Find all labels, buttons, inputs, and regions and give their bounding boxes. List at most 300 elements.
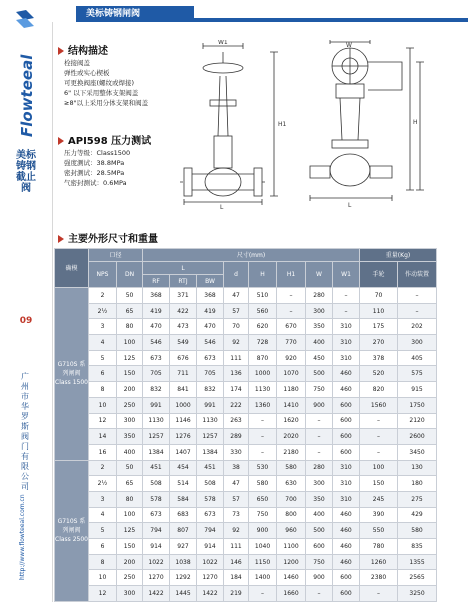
table-cell: 800 [277, 507, 306, 523]
table-cell: 575 [398, 366, 437, 382]
table-cell: 900 [249, 523, 277, 539]
table-cell: 300 [306, 303, 333, 319]
dim-label-l: L [220, 204, 224, 210]
table-cell: 92 [224, 523, 249, 539]
table-cell: 110 [360, 303, 398, 319]
features-heading: 结构描述 [58, 42, 108, 57]
table-cell: 991 [143, 397, 170, 413]
table-cell: 47 [224, 288, 249, 304]
table-row [55, 397, 437, 413]
table-cell: 1180 [277, 382, 306, 398]
table-cell: 451 [143, 460, 170, 476]
triangle-icon [58, 137, 64, 145]
header-tab: 美标铸钢闸阀 [76, 6, 194, 22]
table-cell: 12 [89, 586, 117, 602]
test-list [64, 148, 130, 188]
table-cell: 960 [277, 523, 306, 539]
table-cell: 390 [360, 507, 398, 523]
table-cell: 1620 [277, 413, 306, 429]
table-cell: 807 [170, 523, 197, 539]
table-cell: 200 [117, 554, 143, 570]
table-cell: – [277, 288, 306, 304]
table-cell: 300 [306, 476, 333, 492]
col-nps: NPS [89, 262, 117, 288]
logo-icon [14, 8, 36, 30]
table-cell: – [249, 586, 277, 602]
table-row [55, 382, 437, 398]
table-cell: 100 [360, 460, 398, 476]
table-cell: 1660 [277, 586, 306, 602]
table-cell: 470 [197, 319, 224, 335]
table-cell: 65 [117, 476, 143, 492]
table-cell: – [249, 413, 277, 429]
table-cell: 600 [333, 397, 360, 413]
table-cell: 263 [224, 413, 249, 429]
header [52, 0, 468, 22]
table-cell: – [249, 429, 277, 445]
table-cell: – [360, 413, 398, 429]
table-cell: 600 [333, 429, 360, 445]
table-cell: 2565 [398, 570, 437, 586]
table-cell: 650 [249, 491, 277, 507]
svg-text:Flowteeal: Flowteeal [18, 54, 36, 137]
table-cell: 1410 [277, 397, 306, 413]
col-h1: H1 [277, 262, 306, 288]
table-cell: 711 [170, 366, 197, 382]
model-cell: G710S 系列闸阀 Class 1500 [55, 288, 89, 461]
table-cell: 125 [117, 523, 143, 539]
table-cell: 300 [117, 586, 143, 602]
feature-item: 栓接阀盖 [64, 59, 90, 67]
dim-label-w: W [346, 42, 352, 49]
table-cell: 125 [117, 350, 143, 366]
table-row [55, 288, 437, 304]
table-cell: 400 [306, 335, 333, 351]
table-cell: 280 [306, 288, 333, 304]
table-cell: – [306, 586, 333, 602]
dim-label-w1: W1 [218, 40, 228, 46]
table-cell: 914 [197, 539, 224, 555]
table-cell: 728 [249, 335, 277, 351]
table-cell: 100 [117, 507, 143, 523]
feature-item: 弹性或实心楔板 [64, 69, 110, 77]
table-cell: 578 [197, 491, 224, 507]
table-cell: 991 [197, 397, 224, 413]
table-cell: 310 [333, 319, 360, 335]
table-cell: 1270 [143, 570, 170, 586]
table-cell: 841 [170, 382, 197, 398]
table-cell: 550 [360, 523, 398, 539]
table-cell: 3 [89, 319, 117, 335]
table-cell: 73 [224, 507, 249, 523]
table-cell: 38 [224, 460, 249, 476]
feature-item: ≥8"以上采用分体支架和阀盖 [64, 99, 149, 107]
table-cell: 175 [360, 319, 398, 335]
table-cell: 310 [333, 350, 360, 366]
table-cell: 3450 [398, 444, 437, 460]
table-cell: 1276 [170, 429, 197, 445]
table-cell: 222 [224, 397, 249, 413]
table-cell: 1038 [170, 554, 197, 570]
col-dn: DN [117, 262, 143, 288]
table-cell: 1022 [143, 554, 170, 570]
table-cell: 1384 [197, 444, 224, 460]
table-cell: 350 [306, 491, 333, 507]
table-cell: 270 [360, 335, 398, 351]
table-cell: – [333, 288, 360, 304]
table-cell: 460 [333, 539, 360, 555]
table-cell: 275 [398, 491, 437, 507]
table-cell: 70 [360, 288, 398, 304]
table-cell: 600 [333, 444, 360, 460]
table-cell: 289 [224, 429, 249, 445]
table-cell: 820 [360, 382, 398, 398]
table-cell: 580 [277, 460, 306, 476]
table-row [55, 523, 437, 539]
table-cell: 3 [89, 491, 117, 507]
svg-text:http://www.flowteeal.com.cn: http://www.flowteeal.com.cn [19, 494, 26, 580]
table-cell: 835 [398, 539, 437, 555]
table-cell: 1422 [197, 586, 224, 602]
table-cell: 350 [306, 319, 333, 335]
feature-item: 6" 以下采用整体支架阀盖 [64, 89, 139, 97]
model-cell: G710S 系列闸阀 Class 2500 [55, 460, 89, 601]
col-rtj: RTJ [170, 275, 197, 288]
col-bore: 口径 [89, 249, 143, 262]
table-cell: 683 [170, 507, 197, 523]
col-rf: RF [143, 275, 170, 288]
feature-item: 可更换阀座(螺纹或焊接) [64, 79, 135, 87]
table-cell: 310 [333, 460, 360, 476]
table-cell: 1130 [143, 413, 170, 429]
table-cell: 350 [117, 429, 143, 445]
table-row [55, 444, 437, 460]
table-cell: – [360, 586, 398, 602]
triangle-icon [58, 235, 64, 243]
table-cell: 250 [117, 570, 143, 586]
table-cell: 460 [333, 523, 360, 539]
table-cell: 1130 [197, 413, 224, 429]
table-row [55, 539, 437, 555]
table-row [55, 554, 437, 570]
table-cell: 300 [117, 413, 143, 429]
table-cell: 1130 [249, 382, 277, 398]
dim-label-h1: H1 [278, 121, 287, 128]
page-number: 09 [19, 316, 33, 326]
table-cell: 150 [117, 366, 143, 382]
table-cell: 1750 [398, 397, 437, 413]
table-cell: 5 [89, 523, 117, 539]
table-cell: 4 [89, 335, 117, 351]
table-cell: 429 [398, 507, 437, 523]
table-cell: 470 [143, 319, 170, 335]
table-cell: 1460 [277, 570, 306, 586]
table-cell: 2020 [277, 429, 306, 445]
table-cell: 70 [224, 319, 249, 335]
table-cell: – [333, 303, 360, 319]
table-cell: 130 [398, 460, 437, 476]
table-cell: 422 [170, 303, 197, 319]
table-cell: 832 [197, 382, 224, 398]
table-cell: 80 [117, 319, 143, 335]
table-cell: 174 [224, 382, 249, 398]
table-cell: – [249, 444, 277, 460]
table-cell: 310 [333, 491, 360, 507]
table-cell: 405 [398, 350, 437, 366]
table-cell: 57 [224, 303, 249, 319]
table-cell: 1146 [170, 413, 197, 429]
header-rule [194, 18, 468, 22]
table-cell: 1257 [143, 429, 170, 445]
table-cell: 250 [117, 397, 143, 413]
table-cell: 1040 [249, 539, 277, 555]
col-d: d [224, 262, 249, 288]
website-link[interactable] [12, 472, 32, 582]
table-cell: 705 [143, 366, 170, 382]
table-cell: 750 [249, 507, 277, 523]
table-row [55, 570, 437, 586]
table-cell: 700 [277, 491, 306, 507]
table-cell: 927 [170, 539, 197, 555]
table-row [55, 366, 437, 382]
table-cell: 6 [89, 539, 117, 555]
table-cell: 673 [143, 507, 170, 523]
table-cell: 900 [306, 570, 333, 586]
table-cell: 368 [197, 288, 224, 304]
table-row [55, 319, 437, 335]
table-cell: 914 [143, 539, 170, 555]
table-row [55, 491, 437, 507]
table-cell: 620 [249, 319, 277, 335]
table-cell: 200 [117, 382, 143, 398]
table-row [55, 350, 437, 366]
table-cell: 546 [143, 335, 170, 351]
test-item: 气密封测试：0.6MPa [64, 179, 127, 187]
table-cell: 150 [117, 539, 143, 555]
table-cell: 2½ [89, 476, 117, 492]
table-cell: 1000 [249, 366, 277, 382]
table-cell: 80 [117, 491, 143, 507]
table-cell: 300 [398, 335, 437, 351]
table-cell: 549 [170, 335, 197, 351]
col-handwheel: 手轮 [360, 262, 398, 288]
table-cell: 514 [170, 476, 197, 492]
features-list [64, 58, 148, 108]
table-cell: 136 [224, 366, 249, 382]
table-cell: 8 [89, 382, 117, 398]
table-cell: 2180 [277, 444, 306, 460]
table-cell: 150 [360, 476, 398, 492]
table-cell: 460 [333, 382, 360, 398]
table-heading: 主要外形尺寸和重量 [58, 230, 158, 245]
table-cell: 280 [306, 460, 333, 476]
table-cell: 600 [333, 586, 360, 602]
table-cell: 500 [306, 366, 333, 382]
table-cell: 580 [398, 523, 437, 539]
table-cell: – [306, 413, 333, 429]
table-cell: 780 [360, 539, 398, 555]
table-cell: 180 [398, 476, 437, 492]
dimension-table [54, 248, 437, 602]
col-h: H [249, 262, 277, 288]
table-cell: 500 [306, 523, 333, 539]
table-cell: 1355 [398, 554, 437, 570]
table-cell: 1560 [360, 397, 398, 413]
table-row [55, 507, 437, 523]
dim-label-h: H [413, 119, 418, 126]
table-cell: 530 [249, 460, 277, 476]
table-cell: 2 [89, 288, 117, 304]
table-cell: 1257 [197, 429, 224, 445]
table-cell: 368 [143, 288, 170, 304]
table-cell: 1384 [143, 444, 170, 460]
table-cell: 111 [224, 539, 249, 555]
table-cell: 219 [224, 586, 249, 602]
sidebar [0, 0, 53, 602]
table-cell: 419 [143, 303, 170, 319]
table-cell: 705 [197, 366, 224, 382]
col-bw: BW [197, 275, 224, 288]
table-cell: 920 [277, 350, 306, 366]
table-cell: 8 [89, 554, 117, 570]
table-cell: 580 [249, 476, 277, 492]
table-cell: 1292 [170, 570, 197, 586]
table-cell: 92 [224, 335, 249, 351]
col-w1: W1 [333, 262, 360, 288]
table-cell: 750 [306, 382, 333, 398]
table-row [55, 429, 437, 445]
table-cell: 2380 [360, 570, 398, 586]
col-model: 确模 [55, 249, 89, 288]
table-cell: 57 [224, 491, 249, 507]
table-cell: 900 [306, 397, 333, 413]
table-cell: 870 [249, 350, 277, 366]
table-cell: 473 [170, 319, 197, 335]
table-cell: 50 [117, 460, 143, 476]
table-cell: 2 [89, 460, 117, 476]
test-item: 压力等级：Class1500 [64, 149, 131, 157]
table-cell: 2120 [398, 413, 437, 429]
test-item: 强度测试：38.8MPa [64, 159, 125, 167]
table-row [55, 586, 437, 602]
table-cell: 1400 [249, 570, 277, 586]
table-cell: 16 [89, 444, 117, 460]
table-row [55, 413, 437, 429]
table-cell: 378 [360, 350, 398, 366]
table-cell: 330 [224, 444, 249, 460]
table-cell: 1260 [360, 554, 398, 570]
table-cell: 520 [360, 366, 398, 382]
table-cell: – [360, 429, 398, 445]
col-weight: 重量(Kg) [360, 249, 437, 262]
col-dimensions: 尺寸(mm) [143, 249, 360, 262]
table-cell: 584 [170, 491, 197, 507]
table-cell: 600 [306, 539, 333, 555]
dim-label-l: L [348, 202, 352, 209]
table-cell: 600 [333, 570, 360, 586]
table-cell: 65 [117, 303, 143, 319]
company-name: 广州市华罗斯阀门有限公司 [21, 372, 29, 491]
table-cell: 508 [143, 476, 170, 492]
table-cell: 6 [89, 366, 117, 382]
table-cell: 794 [197, 523, 224, 539]
table-cell: 460 [333, 507, 360, 523]
table-cell: 832 [143, 382, 170, 398]
table-cell: 50 [117, 288, 143, 304]
table-cell: 673 [143, 350, 170, 366]
table-cell: – [306, 444, 333, 460]
table-cell: 1150 [249, 554, 277, 570]
table-cell: 750 [306, 554, 333, 570]
table-cell: 1360 [249, 397, 277, 413]
table-cell: 510 [249, 288, 277, 304]
table-cell: 1422 [143, 586, 170, 602]
table-cell: 1445 [170, 586, 197, 602]
table-cell: 1200 [277, 554, 306, 570]
table-row [55, 303, 437, 319]
table-cell: 1022 [197, 554, 224, 570]
table-cell: 670 [277, 319, 306, 335]
table-cell: 419 [197, 303, 224, 319]
table-cell: 5 [89, 350, 117, 366]
table-cell: 1270 [197, 570, 224, 586]
table-row [55, 335, 437, 351]
table-cell: 12 [89, 413, 117, 429]
test-heading: API598 压力测试 [58, 132, 151, 147]
series-title: 美标铸钢截止阀 [16, 150, 36, 194]
table-cell: 310 [333, 476, 360, 492]
col-w: W [306, 262, 333, 288]
col-actuator: 作动装置 [398, 262, 437, 288]
table-cell: 47 [224, 476, 249, 492]
table-cell: 578 [143, 491, 170, 507]
table-cell: 100 [117, 335, 143, 351]
table-cell: 1000 [170, 397, 197, 413]
table-cell: 630 [277, 476, 306, 492]
table-cell: 14 [89, 429, 117, 445]
table-cell: – [398, 288, 437, 304]
table-cell: 460 [333, 554, 360, 570]
test-item: 密封测试：28.5MPa [64, 169, 125, 177]
table-cell: 546 [197, 335, 224, 351]
table-cell: 560 [249, 303, 277, 319]
table-head [55, 249, 437, 288]
table-cell: 1100 [277, 539, 306, 555]
table-cell: 1070 [277, 366, 306, 382]
table-cell: 673 [197, 507, 224, 523]
table-cell: 245 [360, 491, 398, 507]
table-cell: – [360, 444, 398, 460]
table-cell: 770 [277, 335, 306, 351]
table-cell: 3250 [398, 586, 437, 602]
table-cell: 202 [398, 319, 437, 335]
col-l: L [143, 262, 224, 275]
table-cell: 400 [306, 507, 333, 523]
table-cell: 454 [170, 460, 197, 476]
table-cell: 915 [398, 382, 437, 398]
table-cell: 310 [333, 335, 360, 351]
table-cell: 184 [224, 570, 249, 586]
table-cell: – [277, 303, 306, 319]
table-cell: 600 [333, 413, 360, 429]
table-cell: 400 [117, 444, 143, 460]
table-cell: 508 [197, 476, 224, 492]
table-cell: – [306, 429, 333, 445]
table-cell: 1407 [170, 444, 197, 460]
table-cell: 673 [197, 350, 224, 366]
table-body [55, 288, 437, 602]
triangle-icon [58, 47, 64, 55]
